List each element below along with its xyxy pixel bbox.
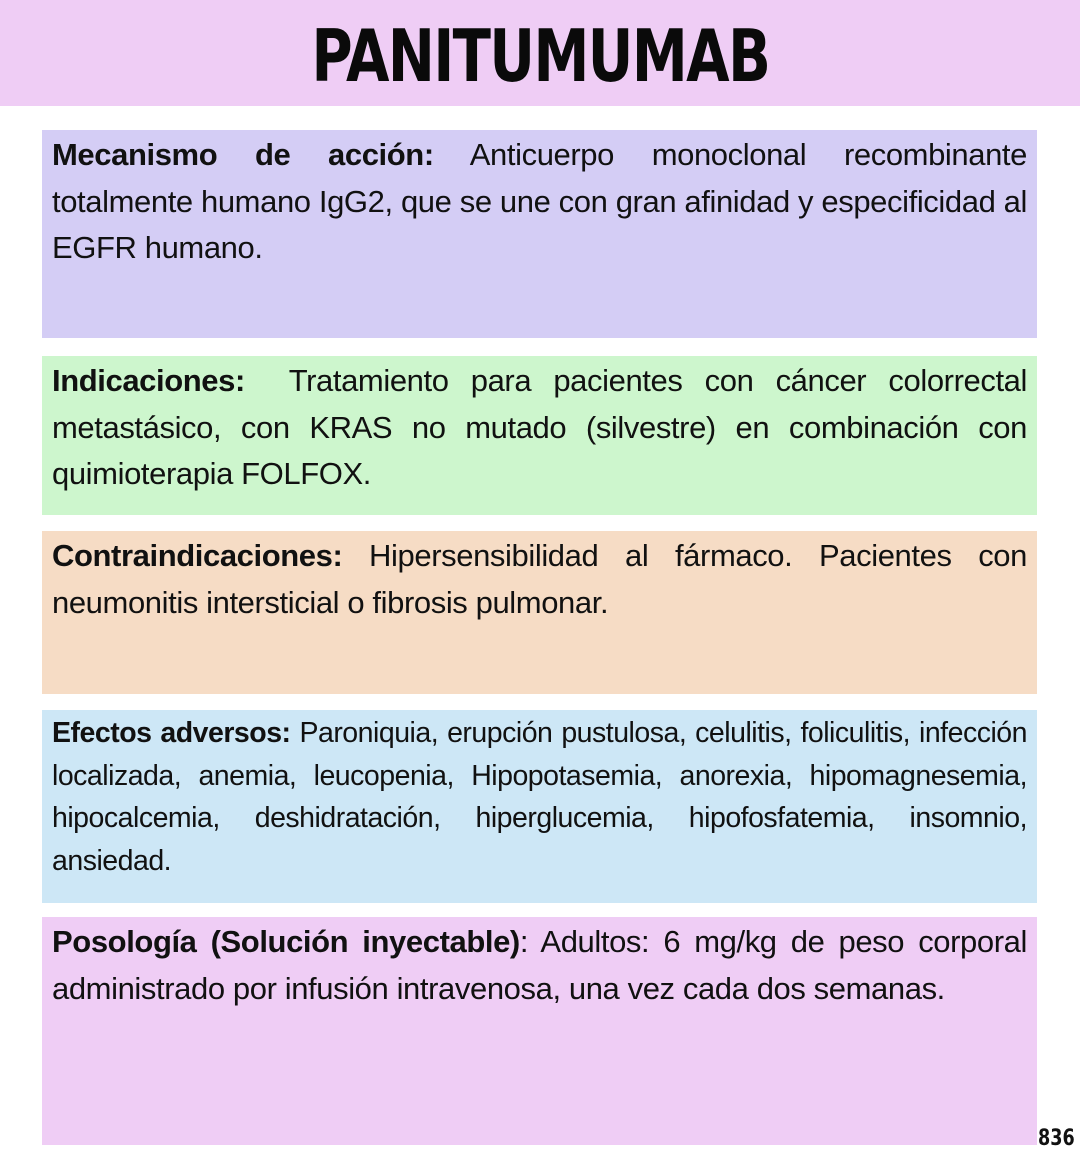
section-text: : Adultos: 6 mg/kg de peso corporal administrado por infusión intravenosa, una vez cada dos semanas. [52,924,1027,1006]
title-banner [0,0,1080,106]
section-text: Hipersensibilidad al fármaco. Pacientes con neumonitis intersticial o fibrosis pulmonar. [52,538,1027,620]
section-text: Paroniquia, erupción pustulosa, celulitis, foliculitis, infección localizada, anemia, leucopenia, Hipopotasemia, anorexia, hipomagnesemia, hipocalcemia, deshidratación, hiperglucemia, hipofosfatemia, insomnio, ansiedad. [52,717,1027,877]
section-label: Indicaciones: [52,363,245,398]
section-label: Mecanismo de acción: [52,137,434,172]
section-text: Tratamiento para pacientes con cáncer colorrectal metastásico, con KRAS no mutado (silvestre) en combinación con quimioterapia FOLFOX. [52,363,1036,491]
section-label: Contraindicaciones: [52,538,343,573]
section-label: Posología (Solución inyectable) [52,924,520,959]
page-number: 836 [1038,1126,1075,1151]
section-adverse-effects [42,710,1037,903]
section-dosage [42,917,1037,1145]
page-title: PANITUMUMAB [311,14,769,98]
section-mechanism [42,130,1037,338]
section-contraindications [42,531,1037,694]
section-label: Efectos adversos: [52,717,291,749]
section-text: Anticuerpo monoclonal recombinante totalmente humano IgG2, que se une con gran afinidad y especificidad al EGFR humano. [52,137,1027,265]
section-indications [42,356,1037,515]
